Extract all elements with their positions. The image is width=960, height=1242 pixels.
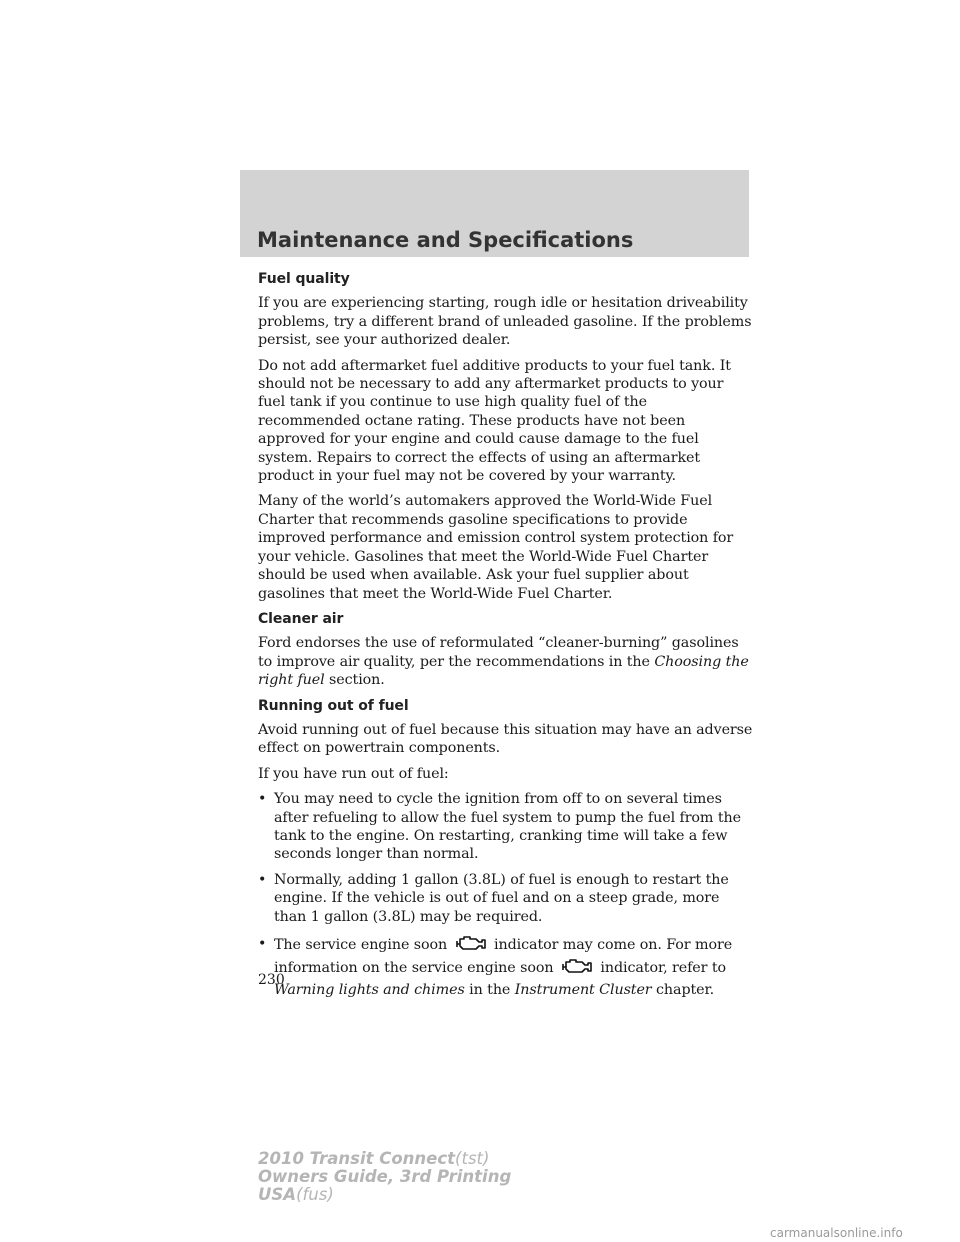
heading-fuel-quality: Fuel quality xyxy=(258,271,350,287)
list-item: • You may need to cycle the ignition from off to on several times after refueling to allow the fuel system to pump the fuel from the tank to the engine. On restarting, cranking time will take a few seconds longer than normal. xyxy=(258,790,753,864)
footer-edition: Owners Guide, 3rd Printing xyxy=(258,1167,512,1186)
text: indicator may come on. For more information on the service engine soon xyxy=(274,937,733,976)
engine-icon xyxy=(454,933,488,953)
paragraph: Avoid running out of fuel because this situation may have an adverse effect on powertrain components. xyxy=(258,721,753,757)
list-item xyxy=(258,933,753,1001)
cross-reference: Instrument Cluster xyxy=(514,982,652,998)
watermark: carmanualsonline.info xyxy=(770,1226,903,1240)
list-item: • Normally, adding 1 gallon (3.8L) of fuel is enough to restart the engine. If the vehicle is out of fuel and on a steep grade, more than 1 gallon (3.8L) may be required. xyxy=(258,871,753,926)
footer xyxy=(258,1150,511,1204)
text: section. xyxy=(329,672,385,689)
page-number: 230 xyxy=(258,972,285,988)
paragraph: Do not add aftermarket fuel additive products to your fuel tank. It should not be necessary to add any aftermarket products to your fuel tank if you continue to use high quality fuel of the recommended octane rating. These products have not been approved for your engine and could cause damage to the fuel system. Repairs to correct the effects of using an aftermarket product in your fuel may not be covered by your warranty. xyxy=(258,357,731,485)
paragraph: Many of the world’s automakers approved the World-Wide Fuel Charter that recommends gasoline specifications to provide improved performance and emission control system protection for your vehicle. Gasolines that meet the World-Wide Fuel Charter should be used when available. Ask your fuel supplier about gasolines that meet the World-Wide Fuel Charter. xyxy=(258,493,734,602)
paragraph: If you are experiencing starting, rough idle or hesitation driveability problems, try a different brand of unleaded gasoline. If the problems persist, see your authorized dealer. xyxy=(258,295,752,349)
cross-reference: Warning lights and chimes xyxy=(274,982,465,998)
section-title: Maintenance and Specifications xyxy=(257,228,634,252)
heading-cleaner-air: Cleaner air xyxy=(258,610,344,627)
footer-code: (tst) xyxy=(455,1149,490,1168)
cross-reference: Choosing the right fuel xyxy=(258,653,749,689)
footer-model: 2010 Transit Connect xyxy=(258,1149,456,1168)
bullet-list xyxy=(258,790,753,1001)
footer-market: USA xyxy=(258,1185,297,1204)
footer-code: (fus) xyxy=(296,1185,334,1204)
paragraph: If you have run out of fuel: xyxy=(258,765,449,782)
page-content xyxy=(258,270,753,1008)
text: in the xyxy=(469,982,511,998)
heading-running-out-of-fuel: Running out of fuel xyxy=(258,697,409,714)
text: indicator, refer to xyxy=(600,960,726,976)
paragraph xyxy=(258,634,753,689)
text: chapter. xyxy=(656,982,715,998)
text: Ford endorses the use of reformulated “cleaner-burning” gasolines to improve air quality, per the recommendations in the xyxy=(258,635,739,670)
text: The service engine soon xyxy=(274,937,448,953)
engine-icon xyxy=(560,956,594,976)
